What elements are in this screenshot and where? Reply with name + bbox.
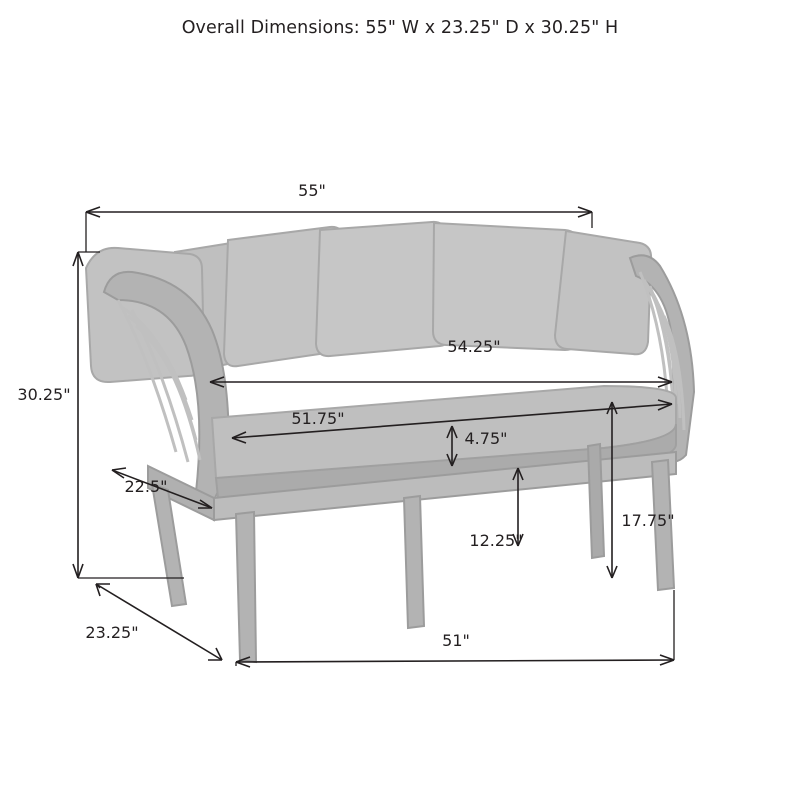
leg-back-right xyxy=(588,444,604,558)
dim-overall-depth xyxy=(85,584,222,660)
pillow-2 xyxy=(316,222,452,356)
leg-front-left xyxy=(236,512,256,662)
dim-label-back-width: 54.25" xyxy=(447,337,501,356)
pillow-arm-right xyxy=(555,231,651,354)
dim-label-arm-depth: 22.5" xyxy=(124,477,168,496)
dim-label-arm-height: 17.75" xyxy=(621,511,675,530)
dim-label-base-width: 51" xyxy=(442,631,470,650)
dim-label-seat-height: 12.25" xyxy=(469,531,523,550)
dim-label-cushion-thickness: 4.75" xyxy=(464,429,508,448)
dim-base-width xyxy=(236,590,674,667)
sofa-illustration xyxy=(86,222,694,662)
dim-label-overall-width: 55" xyxy=(298,181,326,200)
dim-label-seat-width: 51.75" xyxy=(291,409,345,428)
page-title: Overall Dimensions: 55" W x 23.25" D x 30.25" H xyxy=(181,18,619,38)
dim-label-overall-depth: 23.25" xyxy=(85,623,139,642)
dim-label-overall-height: 30.25" xyxy=(17,385,71,404)
leg-front-middle xyxy=(404,496,424,628)
